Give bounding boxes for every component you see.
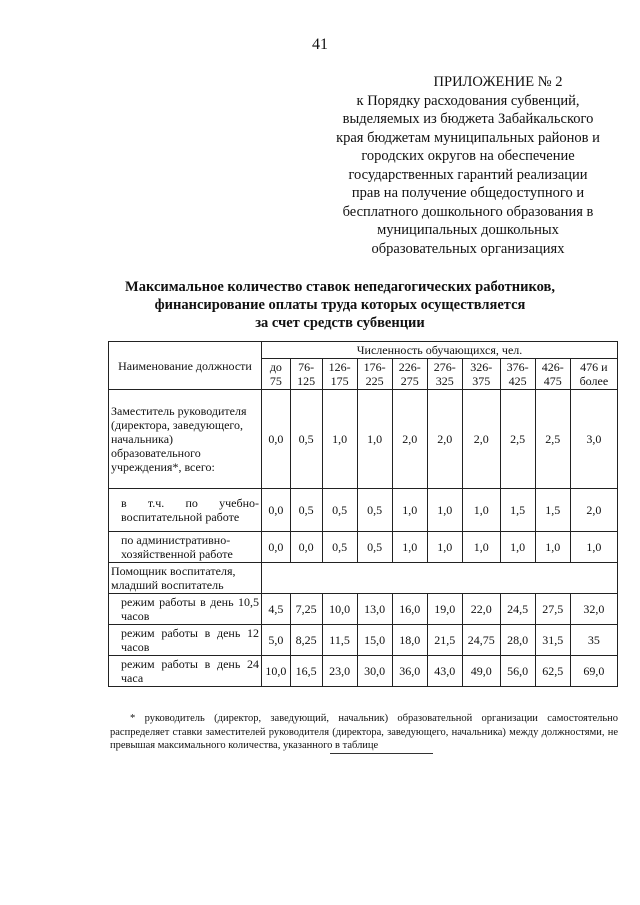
table-cell: 1,0: [535, 532, 570, 563]
table-cell: 0,0: [290, 532, 322, 563]
table-cell: 36,0: [392, 656, 427, 687]
table-cell: 1,0: [322, 390, 357, 489]
table-cell: 8,25: [290, 625, 322, 656]
table-cell: 30,0: [357, 656, 392, 687]
document-title-line: Максимальное количество ставок непедагогических работников,: [125, 279, 555, 295]
appendix-line: к Порядку расходования субвенций,: [356, 92, 580, 109]
table-cell: 19,0: [427, 594, 462, 625]
table-cell: 16,5: [290, 656, 322, 687]
row-label: [109, 532, 262, 563]
table-cell: 5,0: [262, 625, 291, 656]
table-cell: 21,5: [427, 625, 462, 656]
table-header-row: [109, 342, 618, 359]
row-label-text: режим работы в день 12 часов: [121, 626, 259, 654]
document-title: [60, 278, 620, 332]
table-cell: 43,0: [427, 656, 462, 687]
table-cell: 1,0: [462, 489, 500, 532]
table-cell: 2,0: [392, 390, 427, 489]
table-cell: 0,0: [262, 532, 291, 563]
table-cell: 2,0: [462, 390, 500, 489]
table-cell: 35: [570, 625, 617, 656]
table-cell: 22,0: [462, 594, 500, 625]
position-name-header: Наименование должности: [109, 342, 262, 390]
row-label-text: в т.ч. по учебно-воспитательной работе: [121, 496, 259, 524]
table-row: [109, 625, 618, 656]
table-cell: 1,0: [500, 532, 535, 563]
appendix-title: ПРИЛОЖЕНИЕ № 2: [433, 74, 563, 90]
table-cell: 2,0: [427, 390, 462, 489]
table-cell: 28,0: [500, 625, 535, 656]
table-row: [109, 563, 618, 594]
table-row: [109, 390, 618, 489]
appendix-line: городских округов на обеспечение: [361, 148, 575, 164]
table-row: [109, 656, 618, 687]
table-cell: 11,5: [322, 625, 357, 656]
table-cell: 69,0: [570, 656, 617, 687]
table-cell: 0,0: [262, 390, 291, 489]
table-cell: 2,5: [535, 390, 570, 489]
appendix-line: прав на получение общедоступного и: [351, 185, 585, 201]
row-label: [109, 656, 262, 687]
table-row: [109, 489, 618, 532]
row-label: [109, 594, 262, 625]
appendix-line: государственных гарантий реализации: [348, 166, 588, 183]
table-cell: 16,0: [392, 594, 427, 625]
row-label-text: режим работы в день 10,5 часов: [121, 595, 259, 623]
appendix-heading: [318, 73, 618, 258]
table-cell: 18,0: [392, 625, 427, 656]
table-cell: 15,0: [357, 625, 392, 656]
table-cell: 31,5: [535, 625, 570, 656]
table-cell: 1,0: [570, 532, 617, 563]
table-cell: 1,0: [462, 532, 500, 563]
row-label-text: режим работы в день 24 часа: [121, 657, 259, 685]
appendix-line: муниципальных дошкольных: [377, 222, 559, 238]
page-number: 41: [312, 36, 328, 53]
table-cell: 1,5: [535, 489, 570, 532]
table-cell: 1,0: [392, 532, 427, 563]
appendix-line: края бюджетам муниципальных районов и: [336, 129, 600, 146]
row-label-text: по административно-хозяйственной работе: [121, 533, 233, 561]
table-cell: 24,75: [462, 625, 500, 656]
table-cell: 7,25: [290, 594, 322, 625]
appendix-line: бесплатного дошкольного образования в: [342, 203, 594, 220]
table-cell: 2,5: [500, 390, 535, 489]
column-header: 426-475: [535, 359, 570, 390]
table-cell: 3,0: [570, 390, 617, 489]
table-cell: 1,0: [392, 489, 427, 532]
table-cell: 2,0: [570, 489, 617, 532]
footnote: [110, 712, 618, 753]
table-cell: 1,0: [427, 489, 462, 532]
table-cell-empty: [262, 563, 618, 594]
table-cell: 1,0: [357, 390, 392, 489]
table-cell: 0,5: [322, 532, 357, 563]
document-title-line: финансирование оплаты труда которых осуществляется: [154, 297, 526, 313]
document-title-line: за счет средств субвенции: [255, 315, 425, 331]
divider-line: [330, 753, 433, 754]
appendix-line: выделяемых из бюджета Забайкальского: [342, 111, 594, 127]
column-header: 376-425: [500, 359, 535, 390]
table-cell: 0,5: [357, 489, 392, 532]
table-cell: 13,0: [357, 594, 392, 625]
table-cell: 62,5: [535, 656, 570, 687]
table-cell: 0,5: [290, 390, 322, 489]
table-cell: 23,0: [322, 656, 357, 687]
table-cell: 10,0: [322, 594, 357, 625]
column-header: 276-325: [427, 359, 462, 390]
table-cell: 0,5: [322, 489, 357, 532]
row-label: Заместитель руководителя (директора, заведующего, начальника) образовательного учреждения*, всего:: [109, 390, 262, 489]
table-cell: 32,0: [570, 594, 617, 625]
table-cell: 4,5: [262, 594, 291, 625]
column-header: 326-375: [462, 359, 500, 390]
staffing-table: [108, 341, 618, 687]
students-count-header: Численность обучающихся, чел.: [262, 342, 618, 359]
row-label: [109, 625, 262, 656]
table-cell: 10,0: [262, 656, 291, 687]
table-row: [109, 594, 618, 625]
row-label: Помощник воспитателя, младший воспитатель: [109, 563, 262, 594]
table-cell: 27,5: [535, 594, 570, 625]
column-header: до 75: [262, 359, 291, 390]
table-cell: 56,0: [500, 656, 535, 687]
column-header: 126-175: [322, 359, 357, 390]
column-header: 476 и более: [570, 359, 617, 390]
table-cell: 0,5: [290, 489, 322, 532]
column-header: 176-225: [357, 359, 392, 390]
table-cell: 49,0: [462, 656, 500, 687]
column-header: 76-125: [290, 359, 322, 390]
table-cell: 0,0: [262, 489, 291, 532]
row-label: [109, 489, 262, 532]
appendix-line: образовательных организациях: [371, 240, 565, 257]
footnote-text: * руководитель (директор, заведующий, начальник) образовательной организации самостоятельно распределяет ставки заместителей руководителя (директора, заведующего, начальника) между должностями, не превышая максимального количества, указанного в таблице: [110, 713, 618, 751]
column-header: 226-275: [392, 359, 427, 390]
table-cell: 24,5: [500, 594, 535, 625]
table-cell: 1,5: [500, 489, 535, 532]
table-cell: 1,0: [427, 532, 462, 563]
table-cell: 0,5: [357, 532, 392, 563]
table-row: [109, 532, 618, 563]
